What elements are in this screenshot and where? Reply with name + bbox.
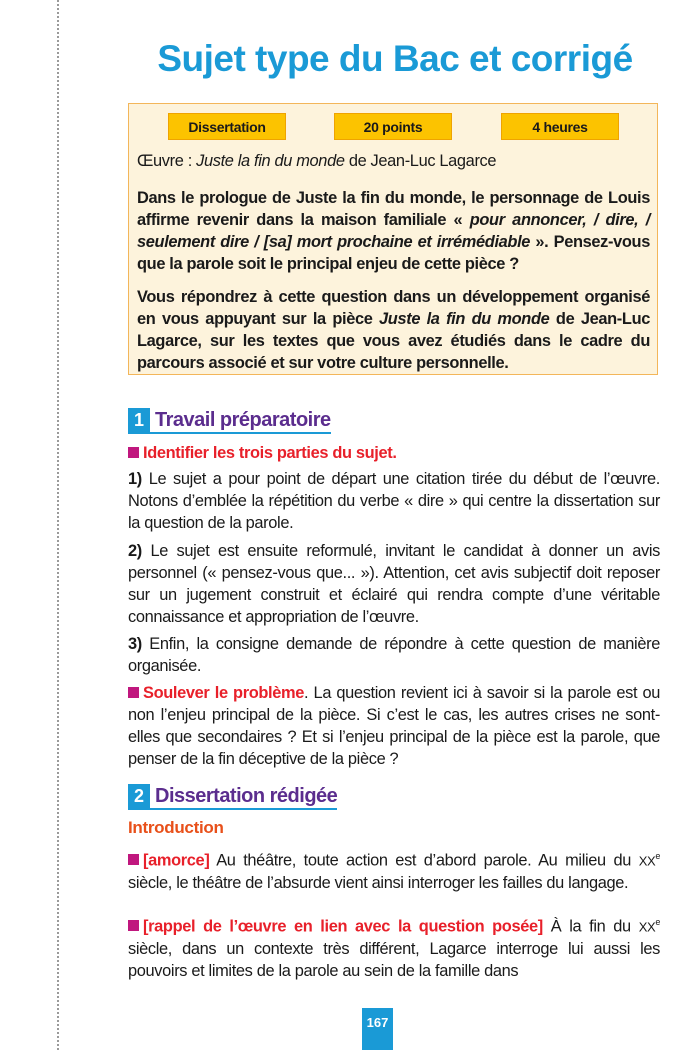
section-title: Travail préparatoire bbox=[155, 408, 331, 431]
badge-type: Dissertation bbox=[168, 113, 286, 140]
paragraph-1 bbox=[128, 468, 660, 534]
margin-dotted-line bbox=[57, 0, 59, 1050]
section-number: 1 bbox=[128, 408, 150, 432]
label: [amorce] bbox=[143, 851, 210, 870]
square-bullet-icon bbox=[128, 687, 139, 698]
author: de Jean-Luc Lagarce bbox=[344, 152, 497, 170]
text: siècle, le théâtre de l’absurde vient ainsi interroger les failles du langage. bbox=[128, 874, 629, 893]
item-number: 1) bbox=[128, 470, 142, 488]
quote: pour annoncer, / dire, / seulement dire / [sa] mort prochaine et irrémédiable bbox=[137, 211, 651, 251]
badge-duration: 4 heures bbox=[501, 113, 619, 140]
text: . La question revient ici à savoir si la parole est ou non l’enjeu principal de la pièce. Si c’est le cas, les autres crises ne sont-elles que secondaires ? Et si l’enjeu principal de la pièce est la parole, que penser de la fin déceptive de la pièce ? bbox=[128, 684, 660, 768]
work-title: Juste la fin du monde bbox=[379, 310, 550, 328]
subheading bbox=[128, 442, 660, 464]
item-number: 3) bbox=[128, 635, 142, 653]
question-paragraph bbox=[137, 187, 650, 275]
section-title: Dissertation rédigée bbox=[155, 784, 338, 807]
page-title: Sujet type du Bac et corrigé bbox=[157, 38, 633, 79]
square-bullet-icon bbox=[128, 854, 139, 865]
text: Enfin, la consigne demande de répondre à cette question de manière organisée. bbox=[128, 635, 660, 675]
label: Soulever le problème bbox=[143, 684, 305, 702]
square-bullet-icon bbox=[128, 447, 139, 458]
work-title: Juste la fin du monde bbox=[196, 152, 345, 170]
label: [rappel de l’œuvre en lien avec la question posée] bbox=[143, 917, 543, 936]
item-number: 2) bbox=[128, 542, 142, 560]
page-number: 167 bbox=[362, 1008, 393, 1050]
century: XX bbox=[638, 853, 656, 869]
subheading-text: Identifier les trois parties du sujet. bbox=[143, 444, 397, 462]
text: Le sujet a pour point de départ une citation tirée du début de l’œuvre. Notons d’emblée la répétition du verbe « dire » qui centre la dissertation sur la question de la parole. bbox=[128, 470, 660, 532]
instructions-paragraph bbox=[137, 286, 650, 374]
paragraph-rappel bbox=[128, 911, 660, 982]
text: Au théâtre, toute action est d’abord parole. Au milieu du bbox=[209, 851, 639, 870]
paragraph-amorce bbox=[128, 845, 660, 894]
superscript: e bbox=[655, 917, 661, 927]
text: siècle, dans un contexte très différent, Lagarce interroge lui aussi les pouvoirs et limites de la parole au sein de la famille dans bbox=[128, 940, 660, 981]
section-heading-1 bbox=[128, 408, 331, 434]
superscript: e bbox=[655, 851, 660, 861]
text: Vous répondrez à cette question dans un développement organisé en vous appuyant sur la pièce bbox=[137, 288, 650, 328]
work-line bbox=[137, 150, 650, 172]
section-heading-2 bbox=[128, 784, 337, 810]
paragraph-2 bbox=[128, 540, 660, 628]
text: de Jean-Luc Lagarce, sur les textes que vous avez étudiés dans le cadre du parcours associé et sur votre culture personnelle. bbox=[137, 310, 651, 372]
introduction-heading: Introduction bbox=[128, 818, 224, 837]
text: ». Pensez-vous que la parole soit le principal enjeu de cette pièce ? bbox=[137, 233, 650, 273]
text: Dans le prologue de Juste la fin du monde, le personnage de Louis affirme revenir dans la maison familiale « bbox=[137, 189, 650, 229]
section-number: 2 bbox=[128, 784, 150, 808]
label: Œuvre : bbox=[137, 152, 197, 170]
badge-points: 20 points bbox=[334, 113, 452, 140]
text: Le sujet est ensuite reformulé, invitant le candidat à donner un avis personnel (« pensez-vous que... »). Attention, cet avis subjectif doit reposer sur un jugement construit et éclairé qui rendra compte d’une véritable connaissance et appropriation de l’œuvre. bbox=[128, 542, 660, 626]
paragraph-4 bbox=[128, 682, 660, 770]
square-bullet-icon bbox=[128, 920, 139, 931]
century: XX bbox=[638, 919, 656, 935]
paragraph-3 bbox=[128, 633, 660, 677]
text: À la fin du bbox=[542, 917, 639, 936]
